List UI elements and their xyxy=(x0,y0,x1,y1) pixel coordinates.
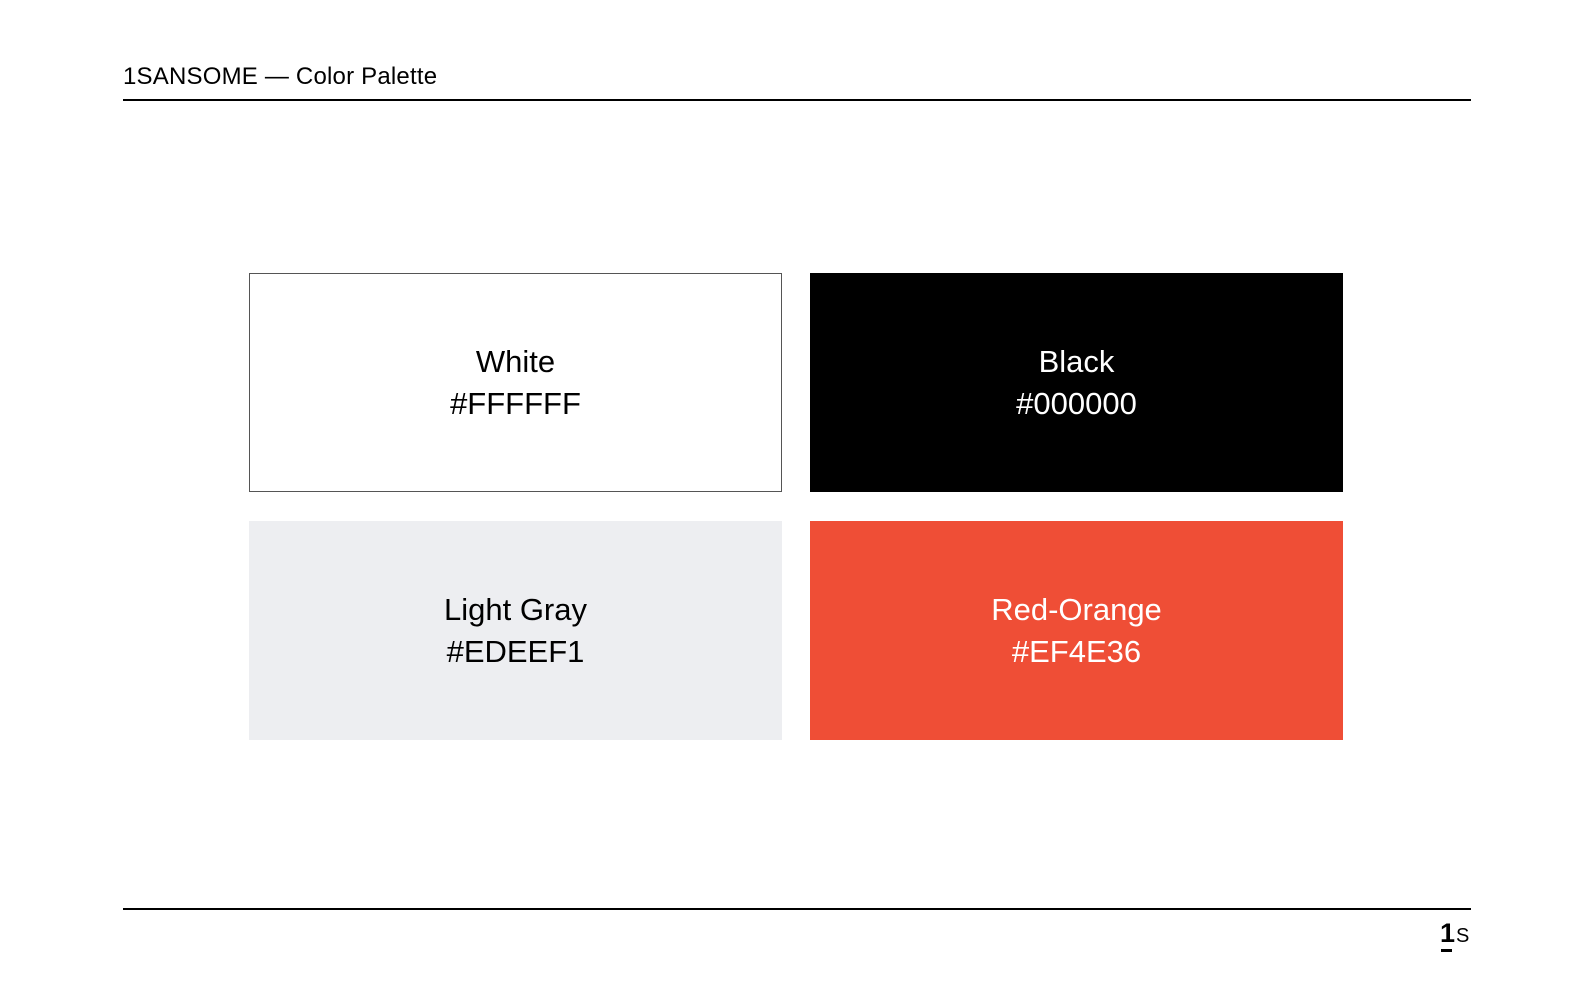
swatch-white xyxy=(249,273,782,492)
page-title: 1SANSOME — Color Palette xyxy=(123,63,438,90)
brand-logo xyxy=(1440,918,1474,954)
swatch-name: Red-Orange xyxy=(991,591,1162,627)
swatch-name: Black xyxy=(1038,343,1115,379)
swatch-light-gray xyxy=(249,521,782,740)
footer-divider xyxy=(123,908,1471,910)
logo-underline xyxy=(1441,949,1452,952)
swatch-hex: #EDEEF1 xyxy=(446,633,585,669)
swatch-hex: #000000 xyxy=(1016,385,1137,421)
swatch-hex: #EF4E36 xyxy=(1011,633,1142,669)
logo-letter: S xyxy=(1456,925,1470,947)
swatch-red-orange xyxy=(810,521,1343,740)
header-divider xyxy=(123,99,1471,101)
swatch-hex: #FFFFFF xyxy=(450,385,581,421)
logo-numeral: 1 xyxy=(1440,918,1456,948)
swatch-black xyxy=(810,273,1343,492)
swatch-name: White xyxy=(475,343,556,379)
swatch-name: Light Gray xyxy=(443,591,587,627)
